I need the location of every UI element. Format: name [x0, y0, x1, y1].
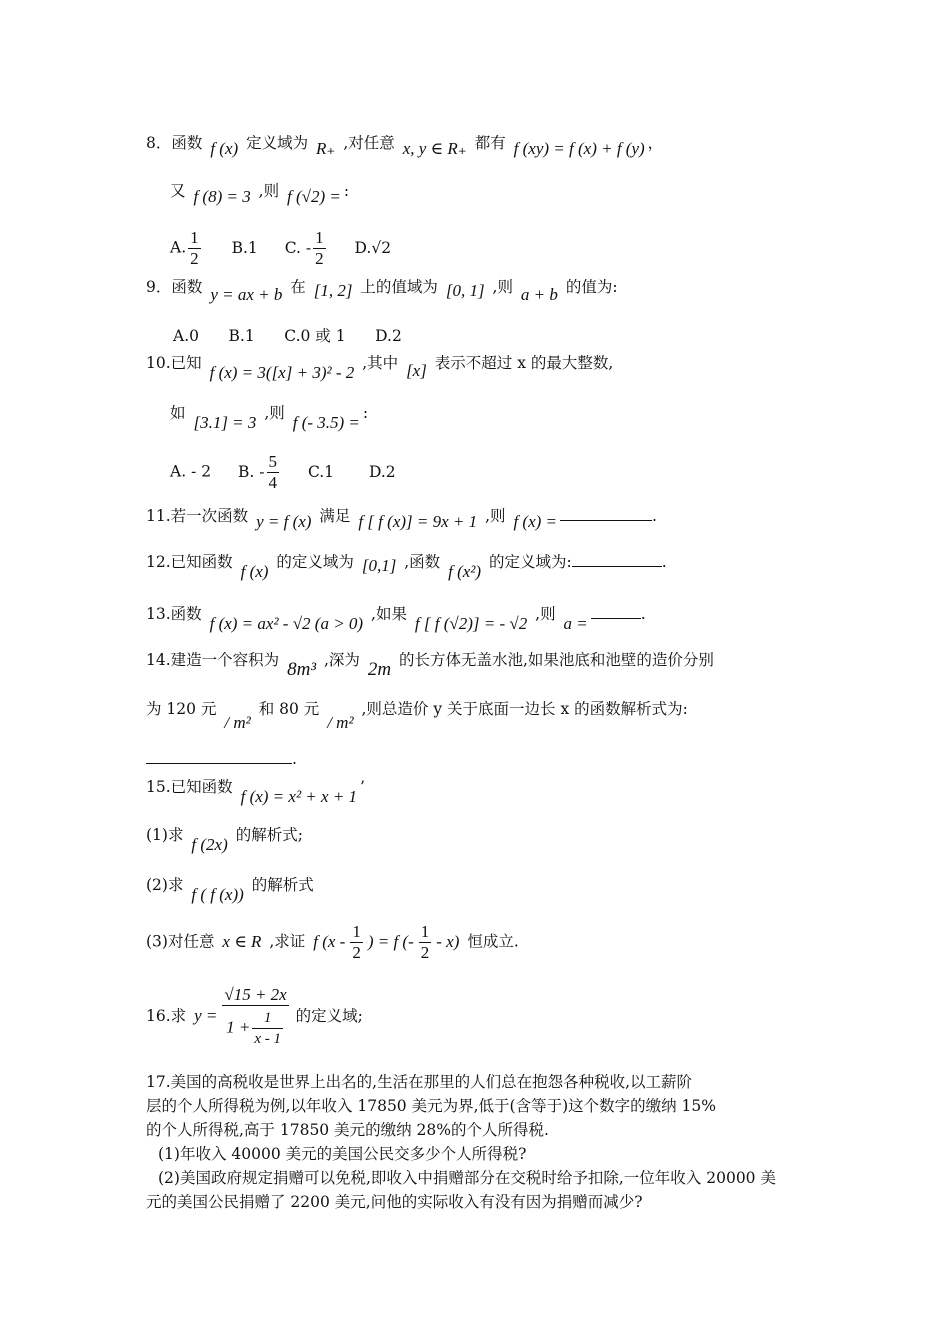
- question-14-line-1: [146, 649, 714, 680]
- math-xy-in: x, y ∈ R₊: [402, 139, 467, 158]
- text: 为 120 元: [146, 700, 217, 718]
- math-condition: f [ f (√2)] = - √2: [414, 614, 528, 633]
- text: 在: [290, 278, 306, 296]
- math-domain: [0,1]: [361, 556, 397, 575]
- math-fx: f (x): [240, 562, 269, 581]
- answer-blank[interactable]: [560, 506, 652, 521]
- text: 都有: [474, 134, 506, 152]
- text: 的定义域为: [276, 553, 354, 571]
- fraction: √15 + 2x 1 + $\frac{1}{x - 1}$: [224, 985, 287, 1047]
- text: 的定义域;: [295, 1007, 363, 1025]
- text: (2)求: [146, 876, 184, 894]
- text: ,则: [258, 182, 280, 200]
- paragraph-line: 17.美国的高税收是世界上出名的,生活在那里的人们总在抱怨各种税收,以工薪阶: [146, 1073, 693, 1091]
- text: 的值为:: [565, 278, 618, 296]
- math-volume: 8m³: [287, 659, 317, 680]
- math-unit: / m²: [224, 713, 251, 732]
- text: ,则总造价 y 关于底面一边长 x 的函数解析式为:: [361, 700, 688, 718]
- math-expr: f (x -: [313, 931, 346, 951]
- question-number: 16.求: [146, 1007, 187, 1025]
- option-c: C.1: [307, 462, 335, 481]
- text: :: [362, 404, 369, 422]
- text: 满足: [319, 507, 351, 525]
- text: 又: [170, 182, 186, 200]
- question-number: 11.若一次函数: [146, 507, 249, 525]
- fraction: $\frac{1}{2}$: [190, 228, 199, 268]
- text: ,则: [492, 278, 513, 296]
- question-15-part-2: [146, 874, 314, 904]
- question-15-part-3: [146, 922, 519, 963]
- question-15-part-1: [146, 824, 303, 854]
- question-17: [146, 1070, 826, 1214]
- text: 上的值域为: [360, 278, 438, 296]
- question-8-options: [170, 228, 391, 269]
- question-10-line-1: [146, 352, 614, 382]
- question-number: 15.已知函数: [146, 778, 233, 796]
- math-ask: f (- 3.5) =: [292, 413, 360, 432]
- option-d: D.√2: [354, 238, 392, 257]
- option-a: A.: [170, 238, 187, 257]
- text: :: [343, 182, 350, 200]
- math-definition: f (x) = x² + x + 1: [240, 787, 358, 806]
- math-f8: f (8) = 3: [193, 187, 251, 206]
- math-linear: y = ax + b: [210, 285, 283, 304]
- fraction: $\frac{1}{2}$: [315, 228, 324, 268]
- math-example: [3.1] = 3: [193, 413, 257, 432]
- math-depth: 2m: [367, 659, 392, 680]
- math-f2x: f (2x): [191, 835, 228, 854]
- text: 的定义域为:: [489, 553, 572, 571]
- text: .: [292, 750, 297, 768]
- question-8-line-2: [170, 180, 350, 206]
- math-ffx: f ( f (x)): [191, 885, 244, 904]
- text: ,函数: [404, 553, 441, 571]
- text: ’: [360, 778, 365, 796]
- text: 和 80 元: [258, 700, 320, 718]
- math-range: [0, 1]: [445, 281, 485, 300]
- text: (1)求: [146, 826, 184, 844]
- question-number: 12.已知函数: [146, 553, 233, 571]
- question-8-line-1: [146, 132, 664, 158]
- fraction: $\frac{1}{2}$: [352, 922, 361, 962]
- paragraph-line: (2)美国政府规定捐赠可以免税,即收入中捐赠部分在交税时给予扣除,一位年收入 20000 美: [158, 1169, 776, 1187]
- question-12: [146, 551, 667, 581]
- question-number: 10.已知: [146, 354, 202, 372]
- option-d: D.2: [368, 462, 396, 481]
- math-expr: ) = f (-: [367, 931, 414, 951]
- question-14-line-2: [146, 698, 688, 732]
- math-x-in-r: x ∈ R: [222, 931, 262, 951]
- question-9-line-1: [146, 276, 618, 304]
- math-expr: - x): [436, 931, 460, 951]
- question-number: 9．函数: [146, 278, 203, 296]
- math-fx: f (x): [210, 139, 239, 158]
- question-16: [146, 985, 363, 1049]
- paragraph-line: 元的美国公民捐赠了 2200 美元,问他的实际收入有没有因为捐赠而减少?: [146, 1193, 643, 1211]
- text: ,如果: [371, 605, 407, 623]
- question-13: [146, 603, 646, 633]
- paragraph-line: 的个人所得税,高于 17850 美元的缴纳 28%的个人所得税.: [146, 1121, 549, 1139]
- answer-blank[interactable]: [146, 749, 292, 764]
- paragraph-line: (1)年收入 40000 美元的美国公民交多少个人所得税?: [158, 1145, 527, 1163]
- math-floor: [x]: [406, 361, 427, 380]
- math-y: y =: [194, 1006, 218, 1025]
- text: ,对任意: [343, 134, 395, 152]
- math-a-plus-b: a + b: [520, 285, 558, 304]
- math-functional-equation: f (xy) = f (x) + f (y): [513, 139, 645, 158]
- text: (3)对任意: [146, 932, 215, 951]
- option-c: C. -: [284, 238, 312, 257]
- text: 的解析式;: [235, 826, 303, 844]
- text: ,则: [264, 404, 285, 422]
- text: ,则: [485, 507, 506, 525]
- math-ask: f (x) =: [513, 512, 558, 531]
- text: ,则: [535, 605, 556, 623]
- math-linear: y = f (x): [256, 512, 312, 531]
- math-ask: a =: [563, 614, 588, 633]
- math-fx-squared: f (x²): [448, 562, 482, 581]
- text: ,深为: [323, 651, 360, 669]
- text: 表示不超过 x 的最大整数,: [434, 354, 614, 372]
- math-interval: [1, 2]: [313, 281, 353, 300]
- question-number: 13.函数: [146, 605, 202, 623]
- option-b: B.1: [231, 238, 258, 257]
- option-b: B. -: [238, 462, 265, 481]
- math-rplus: R₊: [316, 139, 336, 158]
- option-a: A. - 2: [170, 462, 212, 481]
- math-condition: f [ f (x)] = 9x + 1: [358, 512, 478, 531]
- text: .: [661, 553, 667, 571]
- math-f-sqrt2: f (√2) =: [287, 187, 341, 206]
- question-14-answer-line: [146, 748, 297, 770]
- question-number: 14.建造一个容积为: [146, 651, 280, 669]
- text: .: [652, 507, 657, 525]
- text: ,求证: [269, 932, 306, 951]
- question-11: [146, 505, 657, 531]
- math-unit: / m²: [327, 713, 354, 732]
- paragraph-line: 层的个人所得税为例,以年收入 17850 美元为界,低于(含等于)这个数字的缴纳 15%: [146, 1097, 716, 1115]
- question-10-line-2: [170, 402, 369, 432]
- text: 定义域为: [246, 134, 309, 152]
- question-15: [146, 776, 365, 806]
- fraction: $\frac{1}{2}$: [420, 922, 430, 962]
- answer-blank[interactable]: [572, 552, 662, 567]
- text: 恒成立.: [467, 932, 519, 951]
- text: ，: [647, 134, 664, 152]
- text: 的长方体无盖水池,如果池底和池壁的造价分别: [399, 651, 714, 669]
- text: 的解析式: [251, 876, 314, 894]
- text: 如: [170, 404, 186, 422]
- question-9-options: A.0 B.1 C.0 或 1 D.2: [173, 327, 402, 345]
- text: ,其中: [362, 354, 399, 372]
- answer-blank[interactable]: [591, 604, 641, 619]
- fraction: $\frac{5}{4}$: [268, 452, 277, 492]
- question-number: 8．函数: [146, 134, 203, 152]
- math-floor-function: f (x) = 3([x] + 3)² - 2: [209, 363, 355, 382]
- math-definition: f (x) = ax² - √2 (a > 0): [209, 614, 364, 633]
- text: .: [640, 605, 646, 623]
- question-10-options: [170, 452, 396, 493]
